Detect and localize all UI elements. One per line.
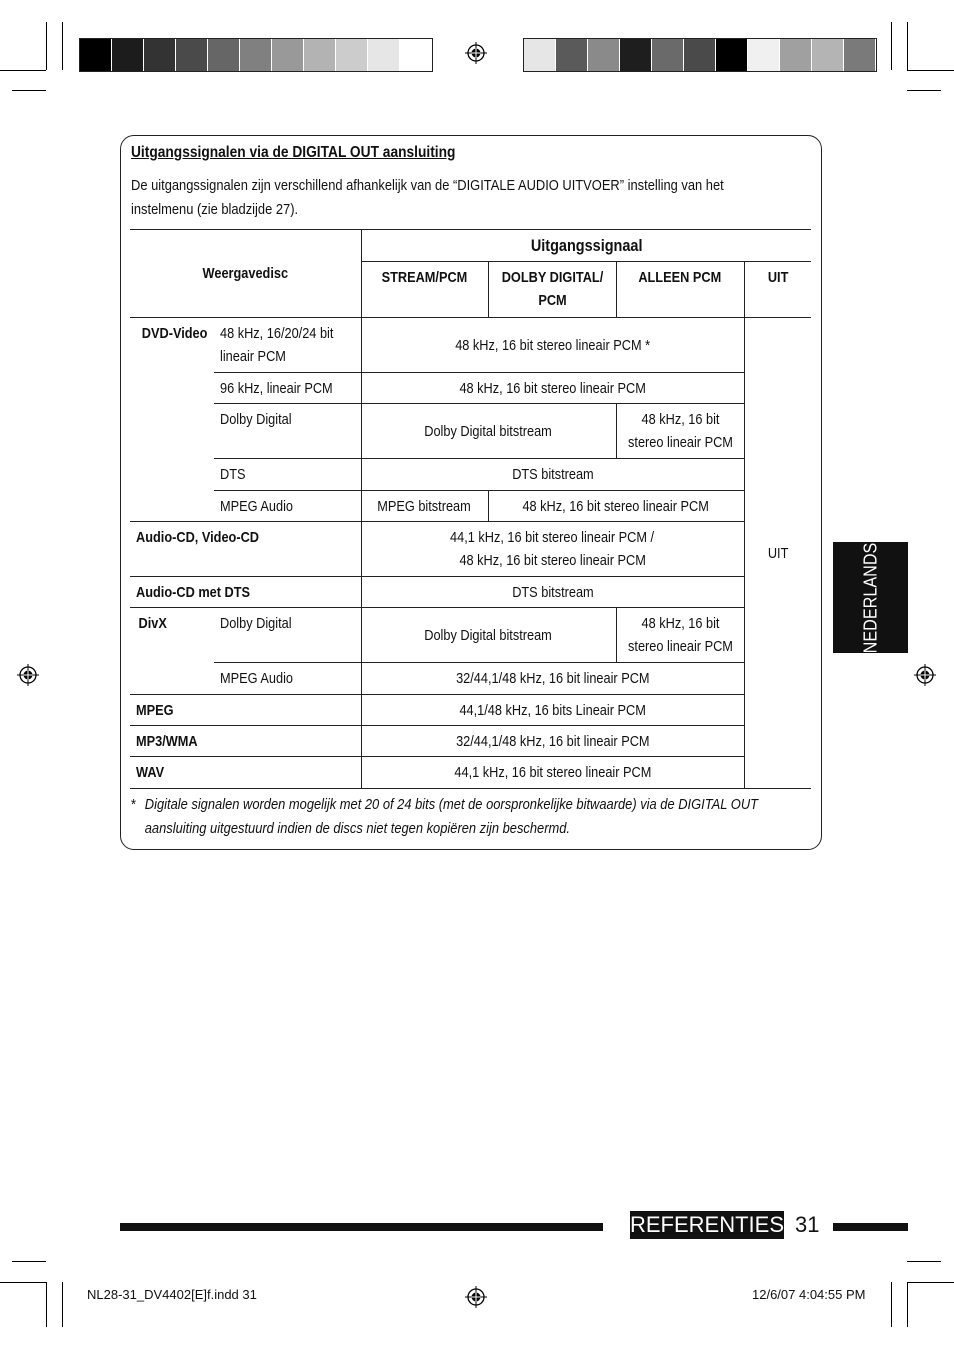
cell-value: 48 kHz, 16 bit stereo lineair PCM <box>488 491 744 522</box>
crop-mark <box>907 90 941 91</box>
slug-file-info: NL28-31_DV4402[E]f.indd 31 <box>87 1287 257 1302</box>
crop-mark <box>891 22 892 70</box>
section-title: Uitgangssignalen via de DIGITAL OUT aansluiting <box>131 144 456 161</box>
cell-value: DTS bitstream <box>361 459 744 491</box>
header-disc: Weergavedisc <box>130 230 361 318</box>
cell-value: 44,1 kHz, 16 bit stereo lineair PCM / 48 kHz, 16 bit stereo lineair PCM <box>361 522 744 577</box>
cell-value: 48 kHz, 16 bit stereo lineair PCM <box>361 373 744 404</box>
crop-mark <box>907 1261 941 1262</box>
cell-value: Dolby Digital bitstream <box>361 608 616 663</box>
color-swatch <box>144 39 176 71</box>
registration-mark-icon <box>17 664 39 686</box>
row-sub-dvd-dts: DTS <box>214 459 361 491</box>
color-swatch <box>176 39 208 71</box>
crop-mark <box>46 22 47 70</box>
footnote-text: Digitale signalen worden mogelijk met 20 of 24 bits (met de oorspronkelijke bitwaarde) via de DIGITAL OUT aansluiting uitgestuurd indien de discs niet tegen kopiëren zijn beschermd. <box>144 796 759 837</box>
cell-value: Dolby Digital bitstream <box>361 404 616 459</box>
color-swatch <box>368 39 400 71</box>
page-number: 31 <box>795 1212 820 1237</box>
header-alleen-pcm: ALLEEN PCM <box>616 262 744 318</box>
crop-mark <box>891 1282 892 1327</box>
crop-mark <box>62 22 63 70</box>
color-swatch <box>112 39 144 71</box>
row-label-audio-cd: Audio-CD, Video-CD <box>130 522 361 577</box>
color-swatch <box>780 39 812 71</box>
footnote-mark: * <box>131 796 137 813</box>
color-swatch <box>208 39 240 71</box>
cell-value: 44,1/48 kHz, 16 bits Lineair PCM <box>361 695 744 726</box>
color-swatch <box>748 39 780 71</box>
row-sub-dvd-mpeg: MPEG Audio <box>214 491 361 522</box>
color-swatch <box>652 39 684 71</box>
color-swatch <box>400 39 432 71</box>
crop-mark <box>12 1261 46 1262</box>
language-label: NEDERLANDS <box>860 542 880 653</box>
color-swatch <box>80 39 112 71</box>
color-swatch <box>336 39 368 71</box>
output-signal-table <box>130 229 811 789</box>
row-sub-dvd-96khz: 96 kHz, lineair PCM <box>214 373 361 404</box>
header-uit: UIT <box>744 262 811 318</box>
cell-value: 48 kHz, 16 bit stereo lineair PCM <box>616 404 744 459</box>
color-swatch <box>812 39 844 71</box>
row-sub-dvd-dolby: Dolby Digital <box>214 404 361 459</box>
section-name: REFERENTIES <box>630 1212 785 1237</box>
crop-mark <box>907 1282 954 1283</box>
row-label-mp3-wma: MP3/WMA <box>130 726 361 757</box>
color-swatch <box>272 39 304 71</box>
intro-paragraph: De uitgangssignalen zijn verschillend afhankelijk van de “DIGITALE AUDIO UITVOER” instelling van het instelmenu (zie bladzijde 27). <box>131 177 724 218</box>
registration-mark-icon <box>465 42 487 64</box>
color-swatch <box>240 39 272 71</box>
color-swatch <box>844 39 876 71</box>
row-sub-divx-mpeg: MPEG Audio <box>214 663 361 695</box>
color-swatch <box>620 39 652 71</box>
crop-mark <box>0 70 46 71</box>
row-sub-dvd-lpcm: 48 kHz, 16/20/24 bit lineair PCM <box>214 318 361 373</box>
color-swatch <box>524 39 556 71</box>
crop-mark <box>907 22 908 70</box>
cell-value: 48 kHz, 16 bit stereo lineair PCM <box>616 608 744 663</box>
registration-mark-icon <box>914 664 936 686</box>
crop-mark <box>907 1282 908 1327</box>
crop-mark <box>46 1282 47 1327</box>
cell-value: 32/44,1/48 kHz, 16 bit lineair PCM <box>361 663 744 695</box>
registration-mark-icon <box>465 1286 487 1308</box>
color-calibration-bar-left <box>79 38 433 72</box>
color-swatch <box>684 39 716 71</box>
header-dolby-digital-pcm: DOLBY DIGITAL/ PCM <box>488 262 616 318</box>
color-swatch <box>716 39 748 71</box>
cell-value: DTS bitstream <box>361 577 744 608</box>
row-label-divx: DivX <box>130 608 214 695</box>
row-label-audio-cd-dts: Audio-CD met DTS <box>130 577 361 608</box>
slug-date-time: 12/6/07 4:04:55 PM <box>752 1287 866 1302</box>
crop-mark <box>0 1282 46 1283</box>
footnote <box>131 793 785 841</box>
row-label-mpeg: MPEG <box>130 695 361 726</box>
footer-rule-right <box>833 1223 908 1231</box>
cell-value: 48 kHz, 16 bit stereo lineair PCM * <box>361 318 744 373</box>
row-label-dvd-video: DVD-Video <box>141 325 208 342</box>
cell-value: 44,1 kHz, 16 bit stereo lineair PCM <box>361 757 744 789</box>
cell-uit: UIT <box>744 318 811 789</box>
color-swatch <box>304 39 336 71</box>
cell-value: MPEG bitstream <box>361 491 488 522</box>
footer-rule-left <box>120 1223 603 1231</box>
color-swatch <box>588 39 620 71</box>
header-output: Uitgangssignaal <box>361 230 811 262</box>
crop-mark <box>12 90 46 91</box>
cell-value: 32/44,1/48 kHz, 16 bit lineair PCM <box>361 726 744 757</box>
color-calibration-bar-right <box>523 38 877 72</box>
row-label-wav: WAV <box>130 757 361 789</box>
row-sub-divx-dolby: Dolby Digital <box>214 608 361 663</box>
crop-mark <box>907 70 954 71</box>
header-stream-pcm: STREAM/PCM <box>361 262 488 318</box>
crop-mark <box>62 1282 63 1327</box>
language-side-tab <box>833 542 908 653</box>
color-swatch <box>556 39 588 71</box>
